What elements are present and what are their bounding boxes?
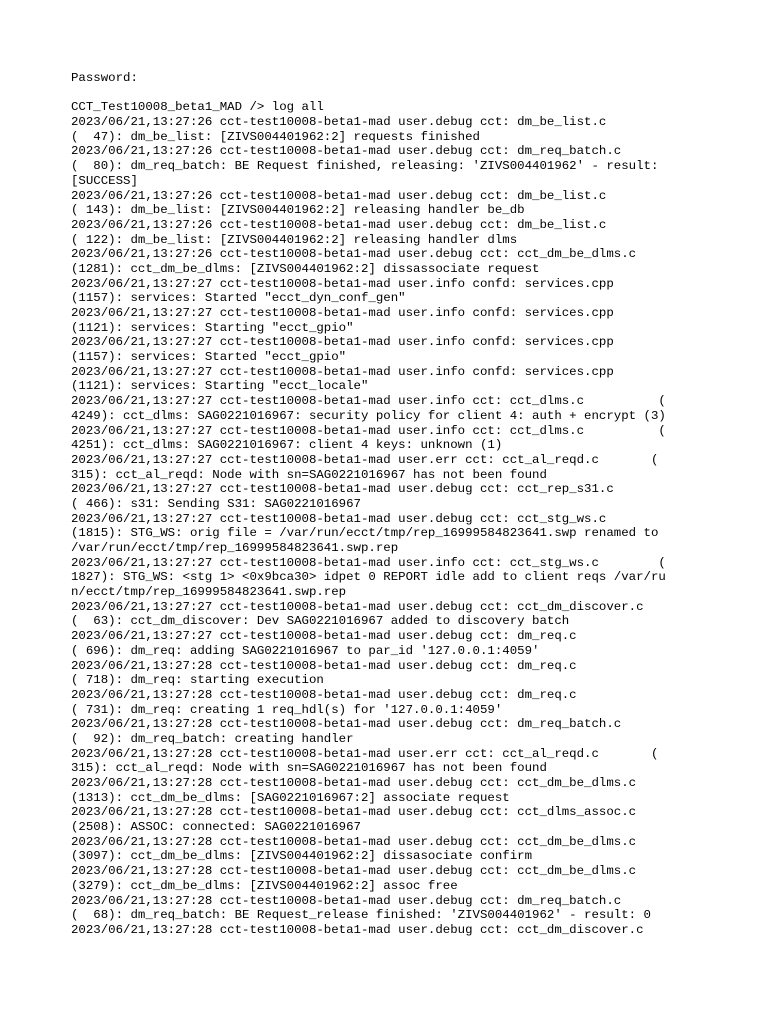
log-line: 2023/06/21,13:27:26 cct-test10008-beta1-mad user.debug cct: dm_be_list.c — [71, 217, 607, 232]
log-line: /var/run/ecct/tmp/rep_16999584823641.swp.rep — [71, 541, 399, 555]
log-line: (1121): services: Starting "ecct_locale" — [71, 379, 369, 394]
log-line: 2023/06/21,13:27:28 cct-test10008-beta1-mad user.debug cct: dm_req.c — [71, 658, 577, 673]
log-line: 2023/06/21,13:27:27 cct-test10008-beta1-mad user.info cct: cct_stg_ws.c ( — [71, 555, 666, 570]
log-line: 2023/06/21,13:27:26 cct-test10008-beta1-mad user.debug cct: dm_be_list.c — [71, 188, 607, 203]
log-line: 2023/06/21,13:27:27 cct-test10008-beta1-mad user.info confd: services.cpp — [71, 335, 614, 350]
log-line: 2023/06/21,13:27:27 cct-test10008-beta1-mad user.debug cct: cct_dm_discover.c — [71, 599, 644, 614]
log-line: ( 68): dm_req_batch: BE Request_release finished: 'ZIVS004401962' - result: 0 — [71, 908, 651, 923]
log-line: 2023/06/21,13:27:28 cct-test10008-beta1-mad user.debug cct: dm_req.c — [71, 687, 577, 702]
log-line: (1281): cct_dm_be_dlms: [ZIVS004401962:2] dissassociate request — [71, 261, 540, 276]
log-line: ( 143): dm_be_list: [ZIVS004401962:2] releasing handler be_db — [71, 203, 525, 218]
log-line: 2023/06/21,13:27:28 cct-test10008-beta1-mad user.debug cct: cct_dm_discover.c — [71, 922, 644, 937]
log-line: (3279): cct_dm_be_dlms: [ZIVS004401962:2] assoc free — [71, 878, 458, 893]
log-line: 4251): cct_dlms: SAG0221016967: client 4 keys: unknown (1) — [71, 438, 503, 453]
log-line: (1121): services: Starting "ecct_gpio" — [71, 320, 354, 335]
log-output — [71, 71, 691, 938]
log-line: (1157): services: Started "ecct_dyn_conf_gen" — [71, 291, 406, 306]
log-line: ( 47): dm_be_list: [ZIVS004401962:2] requests finished — [71, 129, 480, 144]
log-line: Password: — [71, 71, 138, 85]
log-line: 2023/06/21,13:27:27 cct-test10008-beta1-mad user.info confd: services.cpp — [71, 306, 614, 320]
log-line: 2023/06/21,13:27:28 cct-test10008-beta1-mad user.debug cct: cct_dm_be_dlms.c — [71, 776, 637, 790]
log-line: 315): cct_al_reqd: Node with sn=SAG0221016967 has not been found — [71, 761, 547, 776]
log-line: (2508): ASSOC: connected: SAG0221016967 — [71, 820, 361, 835]
log-line: ( 466): s31: Sending S31: SAG0221016967 — [71, 496, 361, 511]
log-line: 2023/06/21,13:27:26 cct-test10008-beta1-mad user.debug cct: dm_req_batch.c — [71, 144, 622, 159]
log-line: ( 696): dm_req: adding SAG0221016967 to par_id '127.0.0.1:4059' — [71, 643, 540, 658]
log-line: 2023/06/21,13:27:27 cct-test10008-beta1-mad user.debug cct: cct_rep_s31.c — [71, 482, 614, 497]
log-line: 2023/06/21,13:27:27 cct-test10008-beta1-mad user.err cct: cct_al_reqd.c ( — [71, 452, 659, 467]
log-line: 2023/06/21,13:27:27 cct-test10008-beta1-mad user.debug cct: cct_stg_ws.c — [71, 511, 607, 526]
log-line: 2023/06/21,13:27:28 cct-test10008-beta1-mad user.debug cct: dm_req_batch.c — [71, 893, 622, 908]
log-line: 315): cct_al_reqd: Node with sn=SAG0221016967 has not been found — [71, 467, 547, 482]
log-line: n/ecct/tmp/rep_16999584823641.swp.rep — [71, 585, 347, 600]
log-line: 4249): cct_dlms: SAG0221016967: security policy for client 4: auth + encrypt (3) — [71, 408, 666, 423]
log-line: 1827): STG_WS: <stg 1> <0x9bca30> idpet 0 REPORT idle add to client reqs /var/ru — [71, 570, 666, 585]
log-line: (1157): services: Started "ecct_gpio" — [71, 350, 347, 365]
log-line: (3097): cct_dm_be_dlms: [ZIVS004401962:2] dissasociate confirm — [71, 849, 533, 864]
log-line: 2023/06/21,13:27:28 cct-test10008-beta1-mad user.debug cct: dm_req_batch.c — [71, 717, 622, 732]
log-line: 2023/06/21,13:27:27 cct-test10008-beta1-mad user.info cct: cct_dlms.c ( — [71, 394, 666, 409]
log-line: ( 63): cct_dm_discover: Dev SAG0221016967 added to discovery batch — [71, 614, 570, 629]
log-line: 2023/06/21,13:27:27 cct-test10008-beta1-mad user.info cct: cct_dlms.c ( — [71, 423, 666, 438]
log-document — [71, 71, 691, 938]
log-line: ( 122): dm_be_list: [ZIVS004401962:2] releasing handler dlms — [71, 232, 518, 247]
log-line: 2023/06/21,13:27:28 cct-test10008-beta1-mad user.err cct: cct_al_reqd.c ( — [71, 746, 659, 761]
log-line: 2023/06/21,13:27:28 cct-test10008-beta1-mad user.debug cct: cct_dlms_assoc.c — [71, 805, 637, 820]
log-line: CCT_Test10008_beta1_MAD /> log all — [71, 100, 324, 115]
log-line: 2023/06/21,13:27:28 cct-test10008-beta1-mad user.debug cct: cct_dm_be_dlms.c — [71, 864, 637, 879]
log-line: 2023/06/21,13:27:26 cct-test10008-beta1-mad user.debug cct: dm_be_list.c — [71, 115, 607, 130]
log-line: (1313): cct_dm_be_dlms: [SAG0221016967:2] associate request — [71, 790, 510, 805]
log-line: ( 80): dm_req_batch: BE Request finished, releasing: 'ZIVS004401962' - result: — [71, 159, 659, 174]
log-line: 2023/06/21,13:27:26 cct-test10008-beta1-mad user.debug cct: cct_dm_be_dlms.c — [71, 247, 637, 262]
log-line: ( 731): dm_req: creating 1 req_hdl(s) for '127.0.0.1:4059' — [71, 702, 503, 717]
log-line: [SUCCESS] — [71, 173, 138, 188]
log-line — [71, 86, 691, 101]
log-line: 2023/06/21,13:27:27 cct-test10008-beta1-mad user.info confd: services.cpp — [71, 364, 614, 379]
log-line: ( 92): dm_req_batch: creating handler — [71, 731, 354, 746]
log-line: 2023/06/21,13:27:28 cct-test10008-beta1-mad user.debug cct: cct_dm_be_dlms.c — [71, 834, 637, 849]
log-line: ( 718): dm_req: starting execution — [71, 673, 324, 688]
log-line: 2023/06/21,13:27:27 cct-test10008-beta1-mad user.debug cct: dm_req.c — [71, 629, 577, 644]
log-line: (1815): STG_WS: orig file = /var/run/ecct/tmp/rep_16999584823641.swp renamed to — [71, 526, 659, 541]
log-line: 2023/06/21,13:27:27 cct-test10008-beta1-mad user.info confd: services.cpp — [71, 276, 614, 291]
